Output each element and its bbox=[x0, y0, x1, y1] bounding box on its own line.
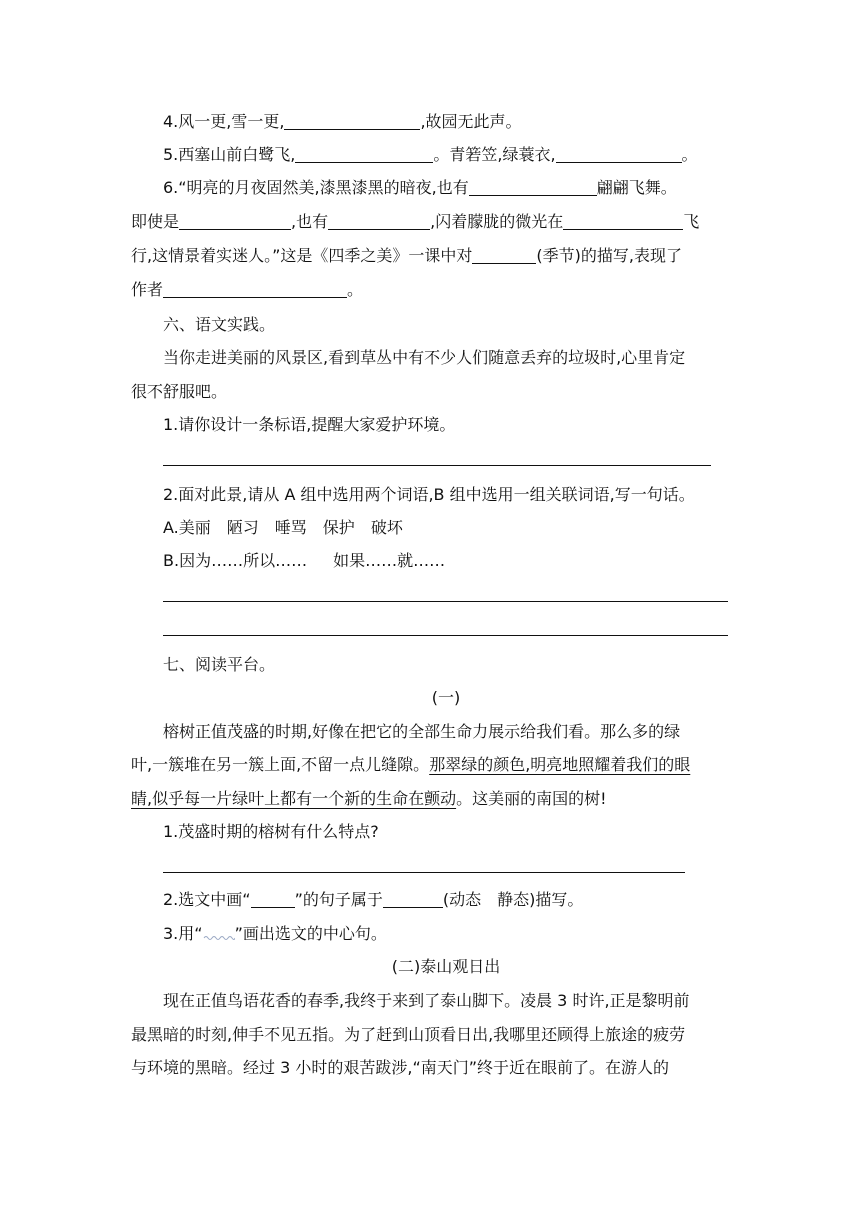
passage-1-question-1: 1.茂盛时期的榕树有什么特点? bbox=[163, 822, 379, 841]
group-a-word: 唾骂 bbox=[274, 518, 307, 537]
group-b-label: B. bbox=[163, 551, 180, 570]
passage-1-text: 。这美丽的南国的树! bbox=[456, 789, 607, 808]
q6-answer-blank-1[interactable] bbox=[469, 179, 597, 196]
q6-answer-blank-3[interactable] bbox=[328, 213, 430, 230]
passage-2-line-2: 最黑暗的时刻,伸手不见五指。为了赶到山顶看日出,我哪里还顾得上旅途的疲劳 bbox=[131, 1025, 686, 1044]
underlined-sentence: 那翠绿的颜色,明亮地照耀着我们的眼 bbox=[429, 755, 691, 774]
section-6-intro-line-1: 当你走进美丽的风景区,看到草丛中有不少人们随意丢弃的垃圾时,心里肯定 bbox=[163, 348, 686, 367]
q2-text: 2.选文中画“ bbox=[163, 890, 251, 909]
q6-text: 。 bbox=[347, 280, 364, 299]
underlined-sentence: 睛,似乎每一片绿叶上都有一个新的生命在颤动 bbox=[131, 789, 457, 808]
question-6-line-4 bbox=[131, 280, 363, 302]
q6-text: 6.“明亮的月夜固然美,漆黑漆黑的暗夜,也有 bbox=[163, 178, 469, 197]
group-b-conjunction: 如果……就…… bbox=[333, 551, 446, 570]
passage-2-line-3: 与环境的黑暗。经过 3 小时的艰苦跋涉,“南天门”终于近在眼前了。在游人的 bbox=[131, 1058, 670, 1077]
sentence-answer-line-1[interactable] bbox=[163, 601, 728, 602]
passage-1-line-1: 榕树正值茂盛的时期,好像在把它的全部生命力展示给我们看。那么多的绿 bbox=[163, 722, 681, 741]
description-type-blank[interactable] bbox=[383, 891, 443, 908]
section-6-question-2: 2.面对此景,请从 A 组中选用两个词语,B 组中选用一组关联词语,写一句话。 bbox=[163, 485, 695, 504]
passage-1-line-3 bbox=[131, 789, 607, 811]
banyan-answer-line[interactable] bbox=[163, 872, 685, 873]
passage-2-heading: (二)泰山观日出 bbox=[391, 957, 501, 976]
q4-text-after: ,故园无此声。 bbox=[420, 112, 522, 131]
group-a-word: 保护 bbox=[322, 518, 355, 537]
q6-text: ,也有 bbox=[291, 212, 329, 231]
q6-answer-blank-2[interactable] bbox=[179, 213, 291, 230]
q6-text: (季节)的描写,表现了 bbox=[536, 246, 682, 265]
q3-text: ”画出选文的中心句。 bbox=[234, 924, 387, 943]
section-6-question-1: 1.请你设计一条标语,提醒大家爱护环境。 bbox=[163, 415, 456, 434]
q5-answer-blank-1[interactable] bbox=[295, 146, 433, 163]
q6-answer-blank-season[interactable] bbox=[472, 247, 536, 264]
group-b-conjunction: 因为……所以…… bbox=[179, 551, 308, 570]
passage-1-heading: (一) bbox=[431, 688, 461, 707]
q5-text-before: 5.西塞山前白鹭飞, bbox=[163, 145, 296, 164]
question-6-line-1 bbox=[163, 178, 677, 200]
group-a-word: 陋习 bbox=[226, 518, 259, 537]
q6-text: 即使是 bbox=[131, 212, 180, 231]
q5-text-middle: 。青箬笠,绿蓑衣, bbox=[433, 145, 556, 164]
q2-text: 静态)描写。 bbox=[497, 890, 584, 909]
section-6-intro-line-2: 很不舒服吧。 bbox=[131, 382, 228, 401]
passage-1-question-2 bbox=[163, 890, 583, 912]
section-7-title: 七、阅读平台。 bbox=[163, 655, 276, 674]
group-a-word: 破坏 bbox=[370, 518, 403, 537]
q5-text-after: 。 bbox=[681, 145, 698, 164]
sentence-answer-line-2[interactable] bbox=[163, 635, 728, 636]
question-6-line-3 bbox=[131, 246, 682, 268]
q2-text: (动态 bbox=[442, 890, 482, 909]
passage-2-line-1: 现在正值鸟语花香的春季,我终于来到了泰山脚下。凌晨 3 时许,正是黎明前 bbox=[163, 991, 690, 1010]
q5-answer-blank-2[interactable] bbox=[556, 146, 682, 163]
q4-text-before: 4.风一更,雪一更, bbox=[163, 112, 285, 131]
q6-text: 行,这情景着实迷人。”这是《四季之美》一课中对 bbox=[131, 246, 473, 265]
question-4 bbox=[163, 112, 522, 134]
group-a-label: A. bbox=[163, 518, 179, 537]
passage-1-question-3 bbox=[163, 924, 387, 946]
q6-answer-blank-4[interactable] bbox=[563, 213, 683, 230]
q4-answer-blank[interactable] bbox=[284, 113, 420, 130]
question-6-line-2 bbox=[131, 212, 699, 234]
q3-text: 3.用“ bbox=[163, 924, 203, 943]
wavy-line-icon bbox=[203, 932, 235, 942]
q6-text: ,闪着朦胧的微光在 bbox=[430, 212, 564, 231]
word-group-b bbox=[163, 551, 445, 573]
q6-answer-blank-author[interactable] bbox=[163, 281, 347, 298]
underline-sample bbox=[251, 891, 295, 908]
q6-text: 翩翩飞舞。 bbox=[596, 178, 677, 197]
q6-text: 作者 bbox=[131, 280, 164, 299]
passage-1-text: 叶,一簇堆在另一簇上面,不留一点儿缝隙。 bbox=[131, 755, 430, 774]
q6-text: 飞 bbox=[683, 212, 700, 231]
question-5 bbox=[163, 145, 698, 167]
word-group-a bbox=[163, 518, 403, 540]
passage-1-line-2 bbox=[131, 755, 690, 777]
section-6-title: 六、语文实践。 bbox=[163, 315, 276, 334]
q2-text: ”的句子属于 bbox=[294, 890, 383, 909]
slogan-answer-line[interactable] bbox=[163, 465, 711, 466]
group-a-word: 美丽 bbox=[178, 518, 211, 537]
